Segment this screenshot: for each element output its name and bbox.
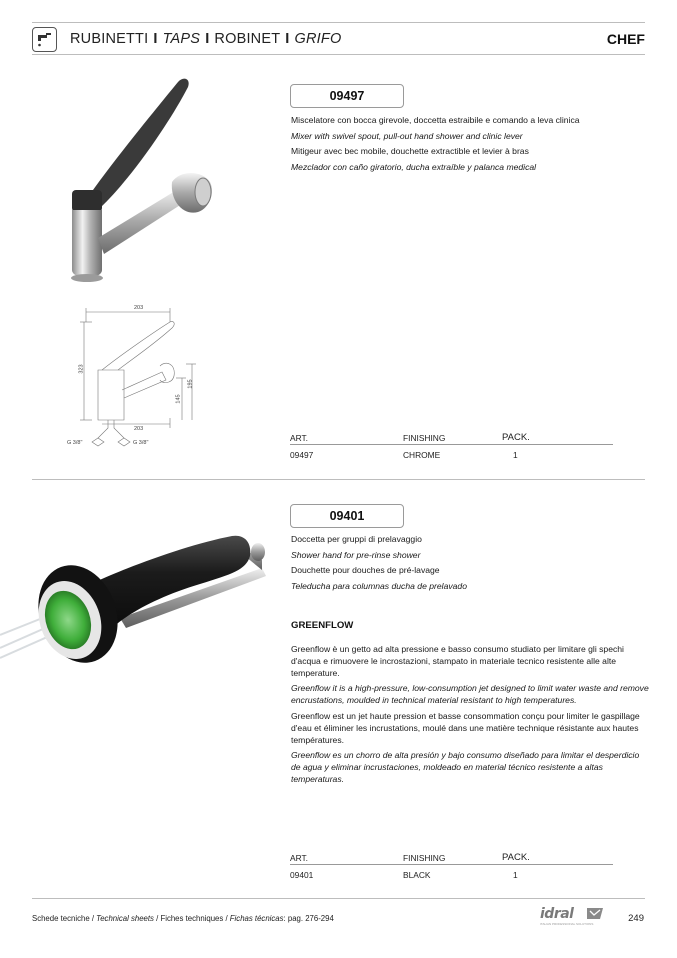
dimension-label: 195	[187, 379, 194, 389]
title-it: RUBINETTI	[70, 31, 149, 47]
idral-logo	[540, 906, 606, 928]
description-es: Teleducha para columnas ducha de prelavado	[291, 580, 467, 591]
table-cell-art: 09497	[290, 450, 314, 460]
logo-mark-icon	[587, 908, 603, 919]
description-it: Miscelatore con bocca girevole, doccetta estraibile e comando a leva clinica	[291, 115, 580, 125]
tap-icon	[32, 27, 57, 52]
greenflow-description	[291, 644, 651, 790]
footer-text-it: Schede tecniche /	[32, 914, 97, 923]
brand-label: CHEF	[606, 31, 645, 47]
table-header-pack: PACK.	[502, 432, 530, 443]
product-description	[291, 113, 580, 175]
footer-text-pages: : pag. 276-294	[283, 914, 334, 923]
description-en: Shower hand for pre-rinse shower	[291, 549, 421, 560]
paragraph-es: Greenflow es un chorro de alta presión y bajo consumo diseñado para limitar el desperdicio de agua y eliminar incrustaciones, moldeado en material técnico resistente a altas temperaturas.	[291, 750, 640, 784]
section-subheading: GREENFLOW	[291, 620, 354, 631]
description-fr: Douchette pour douches de pré-lavage	[291, 565, 440, 576]
paragraph-it: Greenflow è un getto ad alta pressione e basso consumo studiato per limitare gli spechi d'acqua e rimuovere le incrostazioni, stampato in materiale tecnico resistente alle alte temperature.	[291, 644, 624, 678]
title-separator: I	[285, 31, 290, 47]
table-header-finishing: FINISHING	[403, 433, 446, 443]
footer-reference	[32, 914, 334, 923]
thread-label: G 3/8"	[67, 440, 83, 446]
title-separator: I	[153, 31, 158, 47]
table-rule	[290, 864, 613, 865]
dimension-label: 203	[134, 305, 144, 311]
footer-text-fr: / Fiches techniques /	[153, 914, 230, 923]
logo-tagline: ITALIAN PROFESSIONAL SOLUTIONS	[540, 922, 594, 926]
dimension-label: 145	[175, 394, 182, 404]
title-es: GRIFO	[294, 31, 342, 47]
description-it: Doccetta per gruppi di prelavaggio	[291, 534, 422, 544]
thread-label: G 3/8"	[133, 440, 149, 446]
description-es: Mezclador con caño giratorio, ducha extraíble y palanca medical	[291, 161, 537, 172]
table-cell-art: 09401	[290, 870, 314, 880]
description-en: Mixer with swivel spout, pull-out hand shower and clinic lever	[291, 130, 523, 141]
logo-wordmark: idral	[540, 906, 574, 922]
footer-text-es: Fichas técnicas	[229, 914, 284, 923]
title-separator: I	[205, 31, 210, 47]
section-divider	[32, 479, 645, 480]
description-fr: Mitigeur avec bec mobile, douchette extractible et levier à bras	[291, 146, 529, 157]
dimension-label: 323	[78, 364, 85, 374]
product-description	[291, 532, 467, 594]
page-title	[70, 31, 341, 47]
mixer-tap-image	[60, 70, 230, 295]
footer-rule	[32, 898, 645, 899]
product-code: 09497	[290, 84, 404, 108]
footer-text-en: Technical sheets	[96, 914, 154, 923]
table-cell-pack: 1	[513, 870, 518, 880]
title-en: TAPS	[162, 31, 201, 47]
table-cell-pack: 1	[513, 450, 518, 460]
page-number: 249	[628, 913, 644, 924]
table-header-finishing: FINISHING	[403, 853, 446, 863]
dimension-label: 203	[134, 426, 144, 432]
table-rule	[290, 444, 613, 445]
table-cell-finishing: CHROME	[403, 450, 441, 460]
product-code: 09401	[290, 504, 404, 528]
table-cell-finishing: BLACK	[403, 870, 431, 880]
paragraph-fr: Greenflow est un jet haute pression et basse consommation conçu pour limiter le gaspillage d'eau et éliminer les incrustations, moulé dans une matière technique résistante aux hautes températures.	[291, 710, 640, 745]
header-bottom-rule	[32, 54, 645, 55]
table-header-art: ART.	[290, 853, 308, 863]
title-fr: ROBINET	[214, 31, 281, 47]
shower-hand-image	[0, 530, 272, 670]
table-header-pack: PACK.	[502, 852, 530, 863]
header-top-rule	[32, 22, 645, 23]
paragraph-en: Greenflow it is a high-pressure, low-consumption jet designed to limit water waste and remove encrustations, moulded in technical material resistant to high temperatures.	[291, 683, 649, 706]
table-header-art: ART.	[290, 433, 308, 443]
